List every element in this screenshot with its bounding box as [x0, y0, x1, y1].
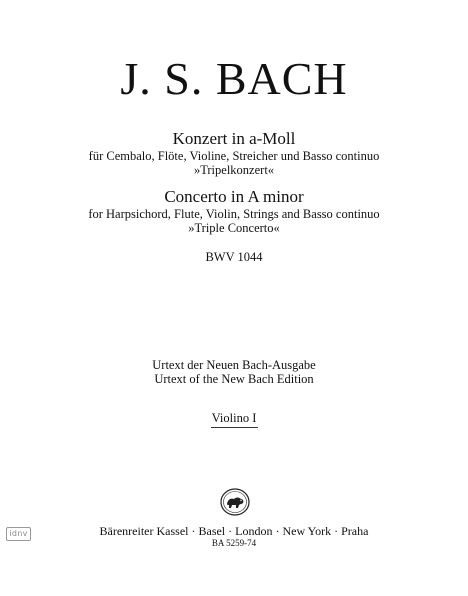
baerenreiter-bear-logo-icon	[219, 487, 251, 517]
part-underline	[211, 427, 258, 428]
edition-german: Urtext der Neuen Bach-Ausgabe	[152, 358, 316, 372]
german-title: Konzert in a-Moll	[172, 129, 296, 148]
german-instrumentation: für Cembalo, Flöte, Violine, Streicher und Basso continuo	[88, 149, 380, 163]
order-number: BA 5259-74	[211, 538, 257, 548]
edition-english: Urtext of the New Bach Edition	[154, 372, 314, 386]
part-name: Violino I	[211, 411, 257, 425]
english-instrumentation: for Harpsichord, Flute, Violin, Strings and Basso continuo	[88, 207, 380, 221]
composer-name: J. S. BACH	[120, 53, 348, 104]
english-title: Concerto in A minor	[164, 187, 304, 206]
catalogue-number: BWV 1044	[205, 250, 263, 264]
english-nickname: »Triple Concerto«	[188, 221, 280, 235]
german-nickname: »Tripelkonzert«	[193, 163, 275, 177]
publisher-imprint: Bärenreiter Kassel · Basel · London · New York · Praha	[99, 524, 369, 538]
idnv-badge: idnv	[6, 527, 31, 541]
